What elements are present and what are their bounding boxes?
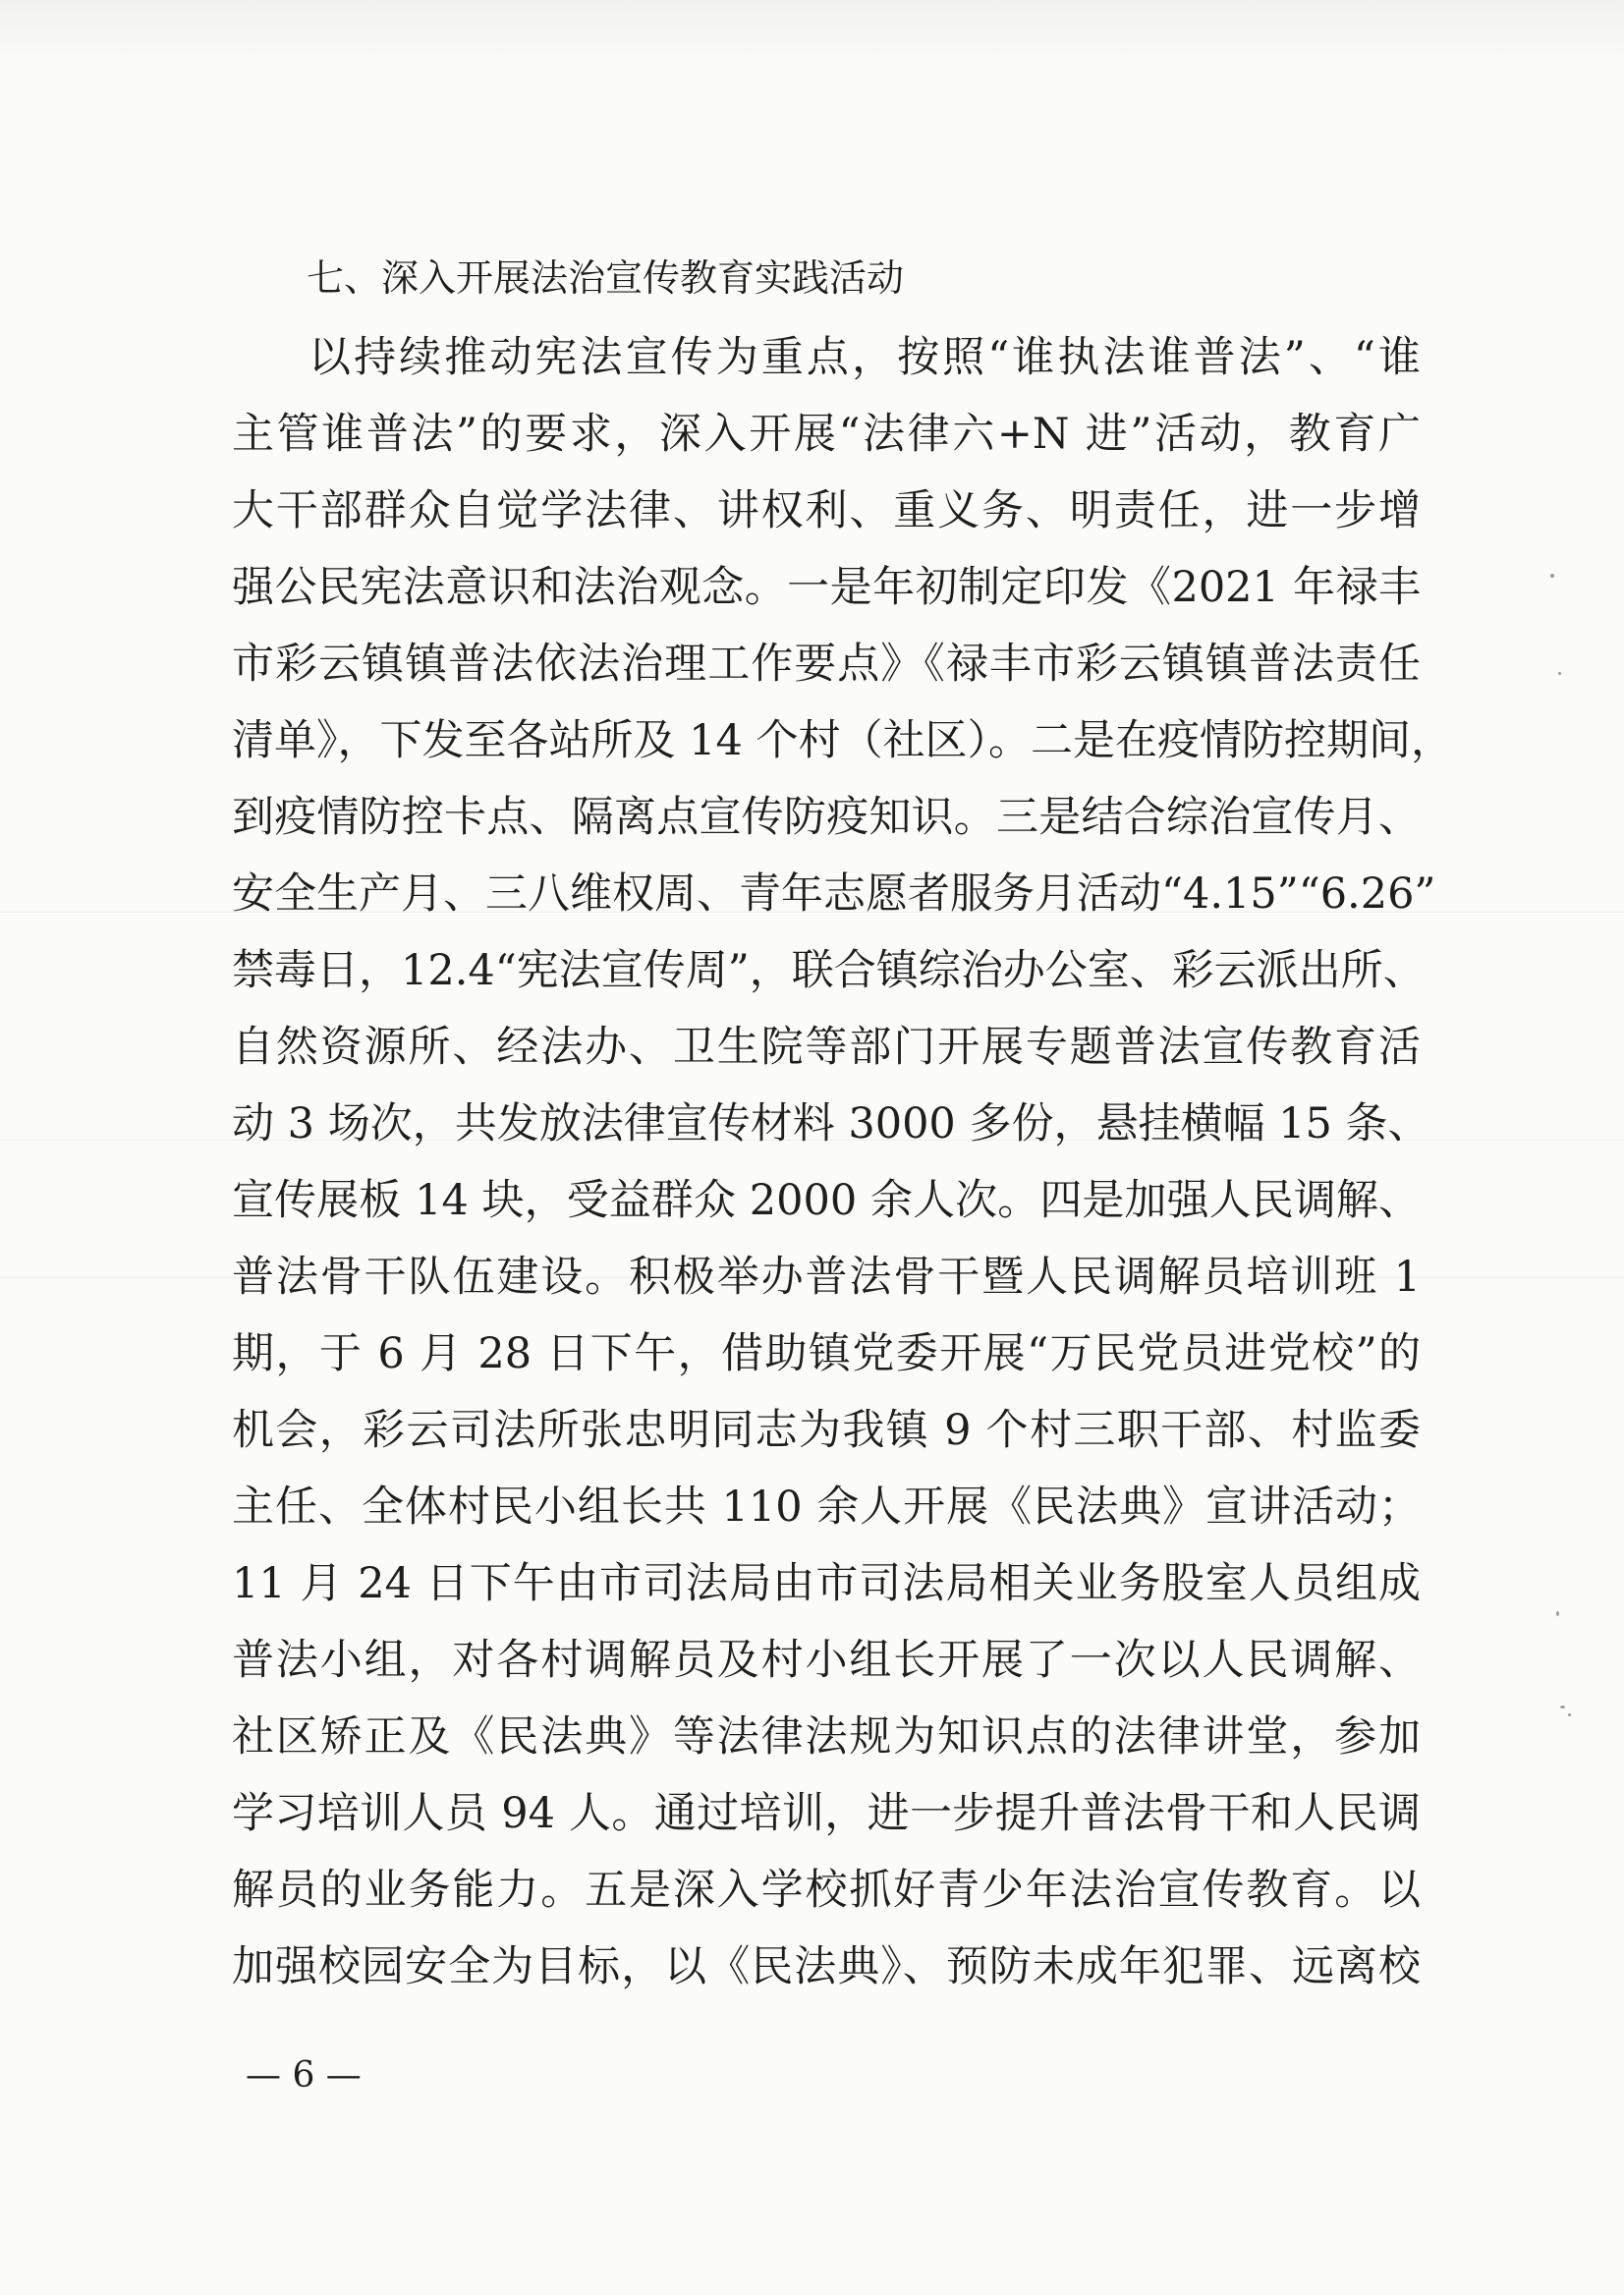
paragraph-line: 解员的业务能力。五是深入学校抓好青少年法治宣传教育。以 — [232, 1866, 1421, 1915]
scan-speck — [1550, 574, 1554, 578]
paragraph-line: 机会，彩云司法所张忠明同志为我镇 9 个村三职干部、村监委 — [232, 1406, 1421, 1455]
paragraph-line: 期，于 6 月 28 日下午，借助镇党委开展“万民党员进党校”的 — [232, 1329, 1421, 1378]
paragraph-line: 11 月 24 日下午由市司法局由市司法局相关业务股室人员组成 — [232, 1559, 1421, 1608]
paragraph-line: 动 3 场次，共发放法律宣传材料 3000 多份，悬挂横幅 15 条、 — [232, 1099, 1430, 1148]
paragraph-line: 安全生产月、三八维权周、青年志愿者服务月活动“4.15”“6.26” — [232, 869, 1436, 919]
paragraph-line: 主管谁普法”的要求，深入开展“法律六+N 进”活动，教育广 — [232, 410, 1421, 459]
paragraph-line: 禁毒日，12.4“宪法宣传周”，联合镇综治办公室、彩云派出所、 — [232, 946, 1426, 995]
paragraph-line: 普法小组，对各村调解员及村小组长开展了一次以人民调解、 — [232, 1636, 1421, 1685]
paragraph-line: 以持续推动宪法宣传为重点，按照“谁执法谁普法”、“谁 — [308, 333, 1421, 382]
paragraph-line: 市彩云镇镇普法依法治理工作要点》《禄丰市彩云镇镇普法责任 — [232, 640, 1421, 689]
paragraph-line: 社区矫正及《民法典》等法律法规为知识点的法律讲堂，参加 — [232, 1712, 1421, 1762]
scan-speck — [1556, 1611, 1559, 1616]
section-heading: 七、深入开展法治宣传教育实践活动 — [307, 256, 905, 300]
scan-shadow-top — [0, 0, 1624, 69]
paragraph-line: 普法骨干队伍建设。积极举办普法骨干暨人民调解员培训班 1 — [232, 1253, 1421, 1302]
paragraph-line: 加强校园安全为目标，以《民法典》、预防未成年犯罪、远离校 — [232, 1942, 1421, 1991]
paragraph-line: 自然资源所、经法办、卫生院等部门开展专题普法宣传教育活 — [232, 1023, 1421, 1072]
paragraph-line: 到疫情防控卡点、隔离点宣传防疫知识。三是结合综治宣传月、 — [232, 793, 1421, 842]
paragraph-line: 清单》，下发至各站所及 14 个村（社区）。二是在疫情防控期间， — [232, 716, 1454, 765]
scan-speck — [1560, 1706, 1565, 1708]
paragraph-line: 主任、全体村民小组长共 110 余人开展《民法典》宣讲活动； — [232, 1483, 1421, 1532]
scan-speck — [1568, 1713, 1571, 1716]
paragraph-line: 学习培训人员 94 人。通过培训，进一步提升普法骨干和人民调 — [232, 1789, 1421, 1838]
paragraph-line: 大干部群众自觉学法律、讲权利、重义务、明责任，进一步增 — [232, 486, 1421, 535]
page-number: — 6 — — [246, 2055, 362, 2096]
paragraph-line: 强公民宪法意识和法治观念。一是年初制定印发《2021 年禄丰 — [232, 563, 1421, 612]
scan-speck — [1558, 672, 1561, 675]
paragraph-line: 宣传展板 14 块，受益群众 2000 余人次。四是加强人民调解、 — [232, 1176, 1421, 1225]
